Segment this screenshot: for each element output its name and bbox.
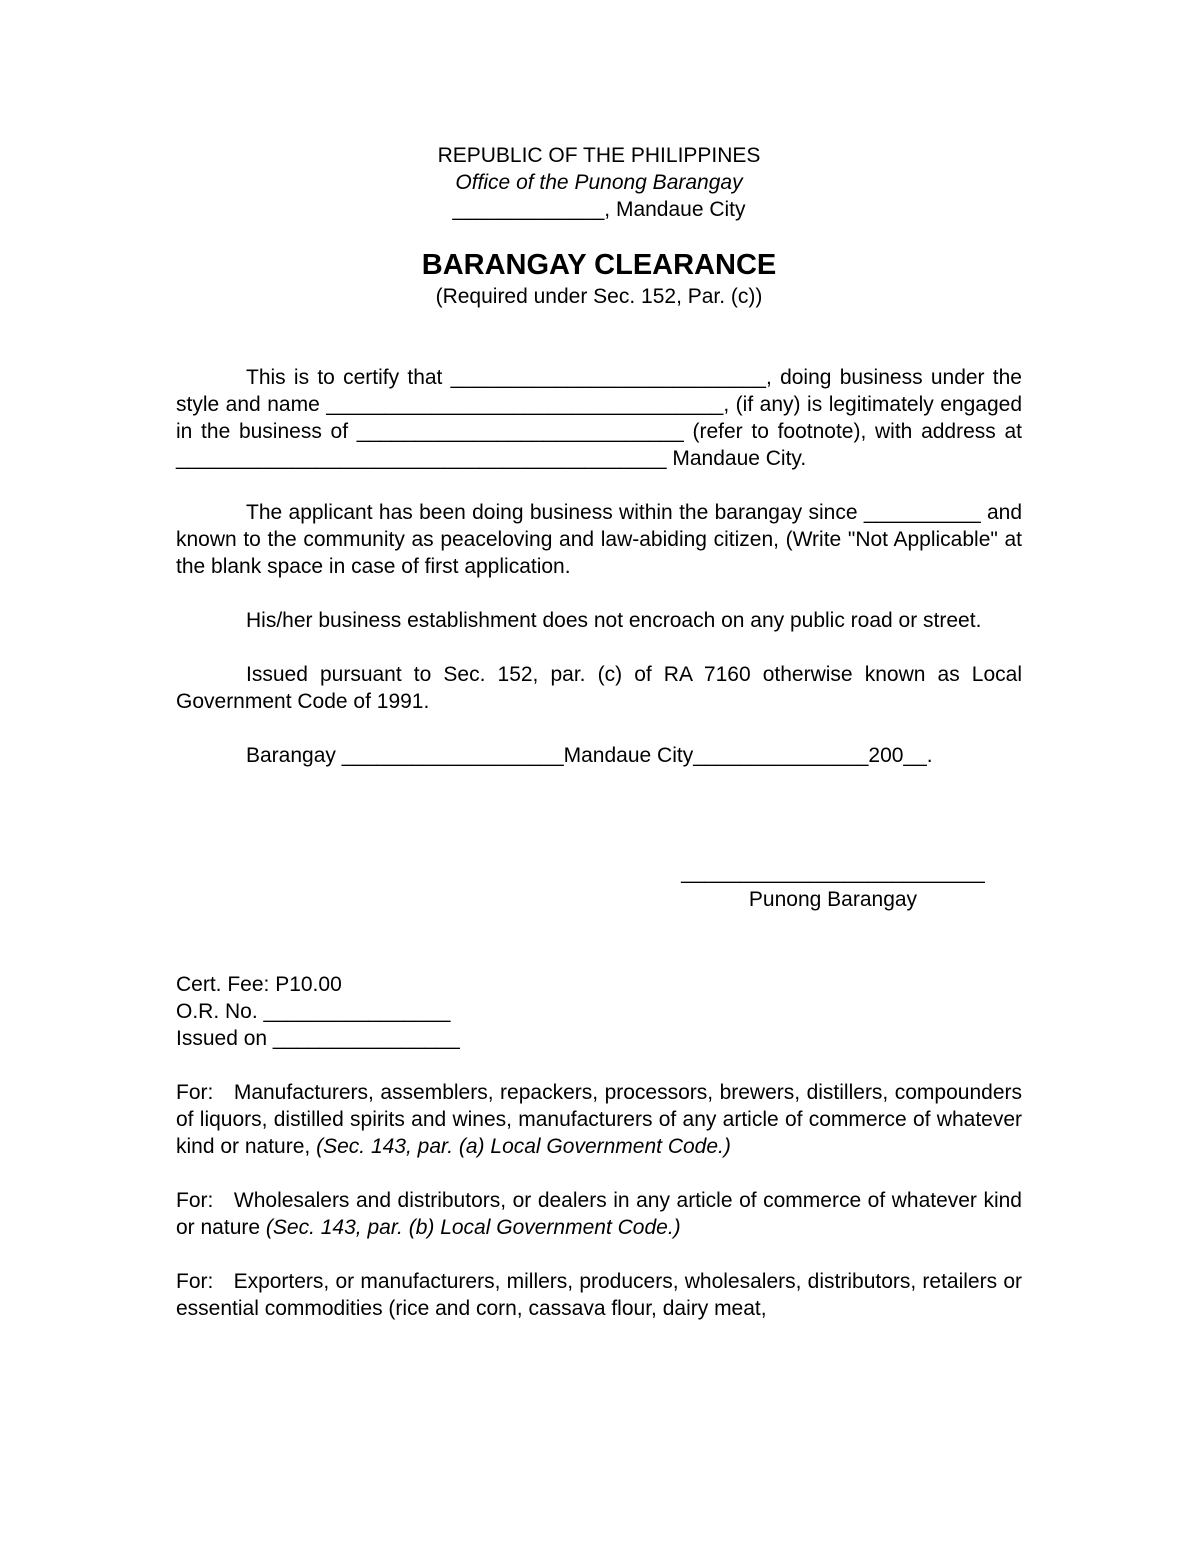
footnote-wholesalers xyxy=(176,1187,1022,1241)
issued-on: Issued on ________________ xyxy=(176,1027,460,1050)
cert-fee: Cert. Fee: P10.00 xyxy=(176,973,342,996)
location-heading: _____________, Mandaue City xyxy=(452,198,746,221)
footnote-label: For: xyxy=(176,1189,214,1212)
signature-block xyxy=(670,859,996,913)
footnote-label: For: xyxy=(176,1270,214,1293)
document-title: BARANGAY CLEARANCE xyxy=(421,249,777,281)
footnote-reference: (Sec. 143, par. (a) Local Government Code.) xyxy=(316,1135,731,1158)
issued-paragraph: Issued pursuant to Sec. 152, par. (c) of RA 7160 otherwise known as Local Government Code of 1991. xyxy=(176,663,1022,713)
certify-paragraph: This is to certify that ___________________________, doing business under the style and name __________________________________, (if any) is legitimately engaged in the business of ____________________________ (refer to footnote), with address at __________________________________________ Mandaue City. xyxy=(176,366,1022,470)
signatory-title: Punong Barangay xyxy=(748,888,918,911)
date-line: Barangay ___________________Mandaue City_______________200__. xyxy=(246,744,933,767)
document-subtitle: (Required under Sec. 152, Par. (c)) xyxy=(435,285,763,308)
footnote-exporters xyxy=(176,1268,1022,1322)
signature-line: __________________________ xyxy=(681,861,985,884)
fee-block xyxy=(176,971,1022,1052)
encroach-paragraph: His/her business establishment does not encroach on any public road or street. xyxy=(246,609,982,632)
applicant-paragraph: The applicant has been doing business within the barangay since __________ and known to the community as peaceloving and law-abiding citizen, (Write "Not Applicable" at the blank space in case of first application. xyxy=(176,501,1022,578)
footnote-reference: (Sec. 143, par. (b) Local Government Code.) xyxy=(265,1216,681,1239)
footnote-label: For: xyxy=(176,1081,214,1104)
republic-heading: REPUBLIC OF THE PHILIPPINES xyxy=(437,144,761,167)
footnote-text: Wholesalers and distributors, or dealers in any article of commerce of whatever kind or nature xyxy=(176,1189,1022,1239)
footnote-text: Exporters, or manufacturers, millers, producers, wholesalers, distributors, retailers or essential commodities (rice and corn, cassava flour, dairy meat, xyxy=(176,1270,1022,1320)
or-number: O.R. No. ________________ xyxy=(176,1000,451,1023)
document-page xyxy=(176,142,1022,1322)
footnote-manufacturers xyxy=(176,1079,1022,1160)
office-heading: Office of the Punong Barangay xyxy=(455,171,743,194)
footnote-text: Manufacturers, assemblers, repackers, processors, brewers, distillers, compounders of liquors, distilled spirits and wines, manufacturers of any article of commerce of whatever kind or nature, xyxy=(176,1081,1022,1158)
